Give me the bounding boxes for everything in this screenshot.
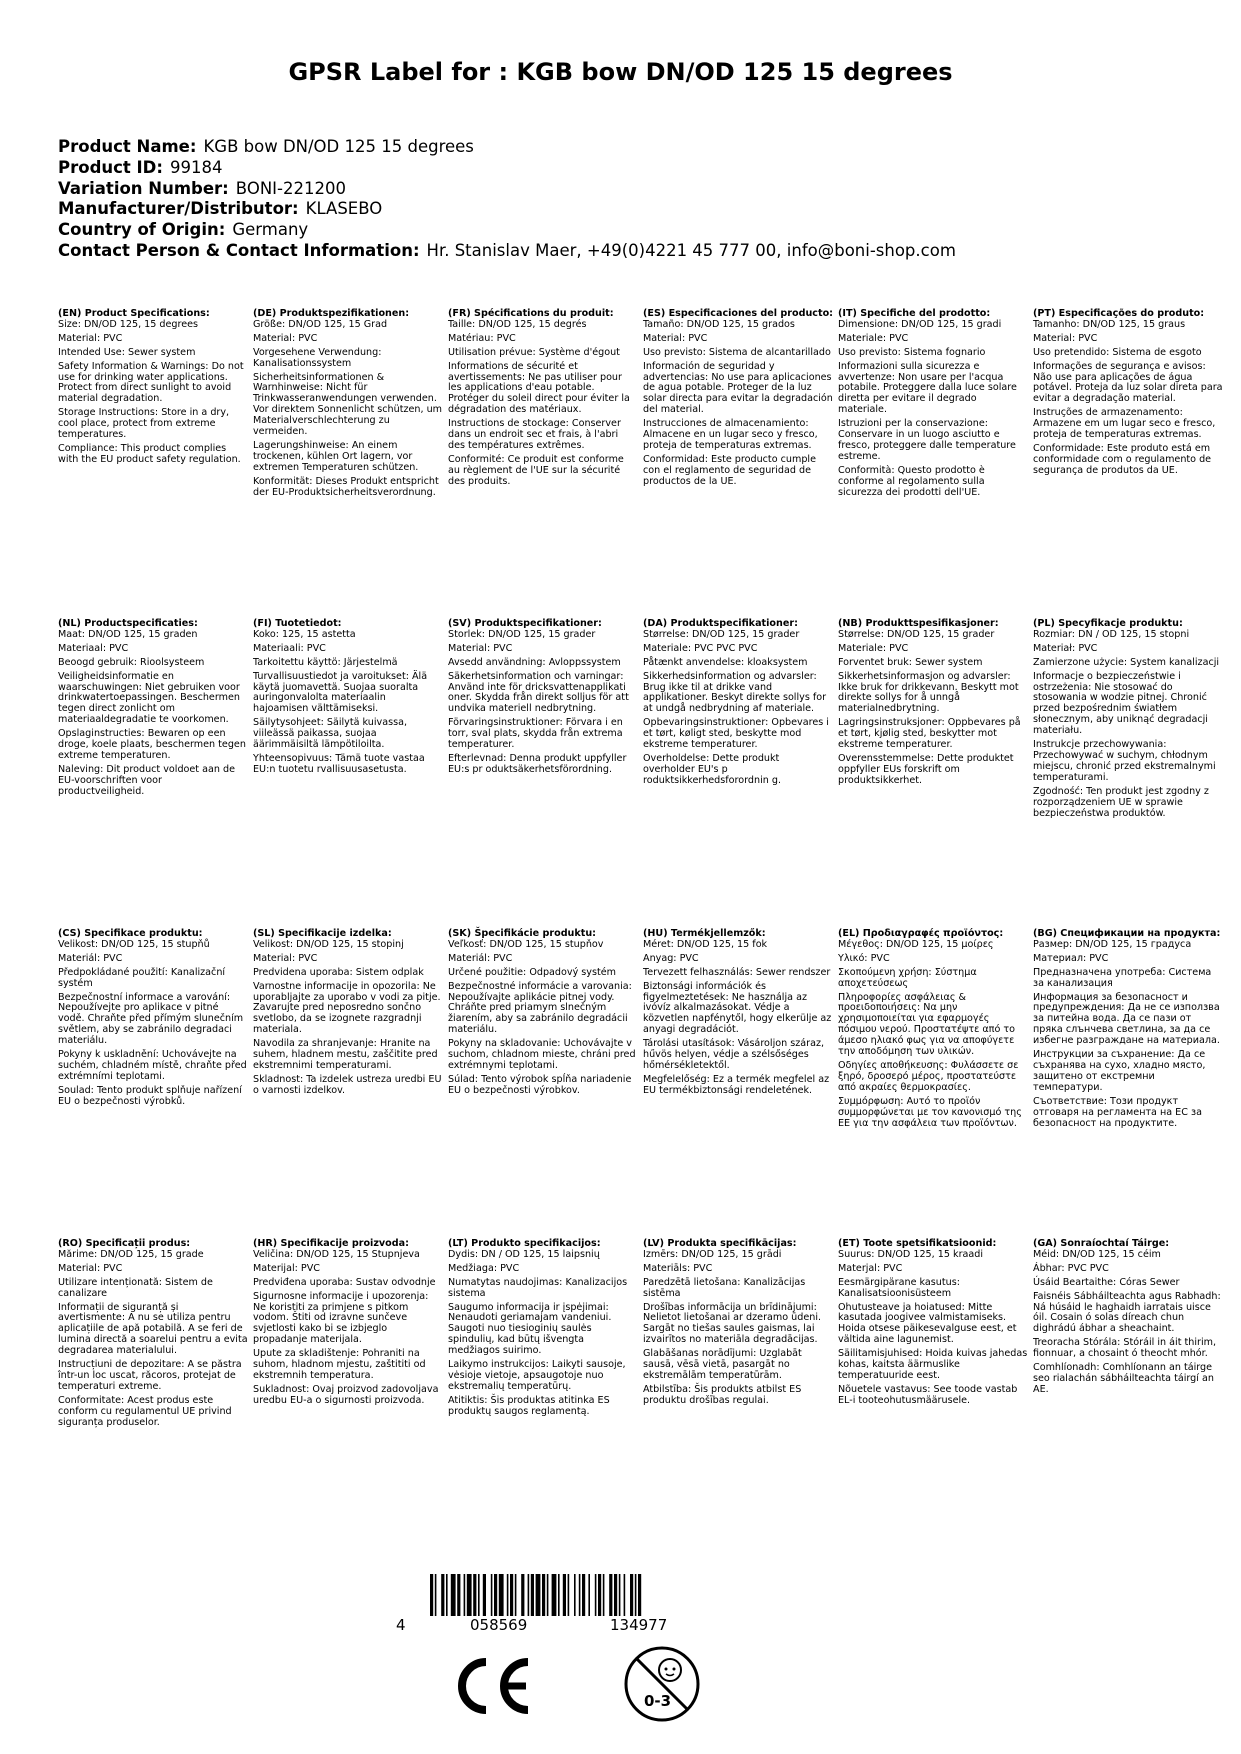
spec-line: Atitiktis: Šis produktas atitinka ES produktų saugos reglamentą.	[448, 1394, 610, 1417]
barcode-bar	[579, 1574, 581, 1616]
spec-line: Maat: DN/OD 125, 15 graden	[58, 628, 198, 640]
spec-line: Eesmärgipärane kasutus: Kanalisatsioonisüsteem	[838, 1276, 960, 1299]
spec-line: Uso previsto: Sistema de alcantarillado	[643, 346, 831, 358]
barcode-bar	[547, 1574, 549, 1616]
spec-line: Utilizare intenționată: Sistem de canalizare	[58, 1276, 213, 1299]
barcode-bar	[595, 1574, 597, 1616]
spec-block	[58, 309, 248, 469]
spec-heading: (SK) Špecifikácie produktu:	[448, 928, 597, 939]
spec-line: Инструкции за съхранение: Да се съхранява на сухо, хладно място, защитено от екстремни температури.	[1033, 1049, 1206, 1093]
spec-line: Efterlevnad: Denna produkt uppfyller EU:s pr oduktsäkerhetsförordning.	[448, 752, 627, 775]
spec-line: Zgodność: Ten produkt jest zgodny z rozporządzeniem UE w sprawie bezpieczeństwa produktów.	[1033, 785, 1209, 819]
spec-line: Vorgesehene Verwendung: Kanalisationssystem	[253, 346, 382, 369]
barcode-digits	[396, 1616, 740, 1636]
spec-line: Varnostne informacije in opozorila: Ne uporabljajte za uporabo v vodi za pitje. Zavarujte pred neposredno sončno svetlobo, da se izognete razgradnji materiala.	[253, 980, 441, 1036]
barcode-bar	[574, 1574, 576, 1616]
spec-line: Conformidad: Este producto cumple con el reglamento de seguridad de productos de la UE.	[643, 453, 816, 487]
spec-line: Úsáid Beartaithe: Córas Sewer	[1033, 1276, 1180, 1288]
spec-line: Πληροφορίες ασφάλειας & προειδοποιήσεις: Να μην χρησιμοποιείται για εφαρμογές πόσιμου νερού. Προστατέψτε από το άμεσο ηλιακό φως για να αποφύγετε την αποδόμηση των υλικών.	[838, 991, 1016, 1058]
spec-block	[58, 619, 248, 801]
spec-line: Bezpečnostné informácie a varovania: Nepoužívajte aplikácie pitnej vody. Chráňte pred priamym slnečným žiarením, aby sa zabránilo degradácii materiálu.	[448, 980, 632, 1036]
spec-block	[1033, 929, 1223, 1132]
spec-block	[58, 929, 248, 1111]
spec-line: Информация за безопасност и предупреждения: Да не се използва за питейна вода. Да се пази от пряка слънчева светлина, за да се избегне разграждане на материала.	[1033, 991, 1220, 1047]
spec-line: Súlad: Tento výrobok spĺňa nariadenie EU o bezpečnosti výrobkov.	[448, 1073, 632, 1096]
spec-line: Avsedd användning: Avloppssystem	[448, 656, 621, 668]
barcode-bar	[528, 1574, 530, 1616]
spec-line: Numatytas naudojimas: Kanalizacijos sistema	[448, 1276, 628, 1299]
barcode-bar	[603, 1574, 605, 1616]
spec-block	[643, 1239, 833, 1410]
spec-line: Información de seguridad y advertencias: No use para aplicaciones de agua potable. Proteger de la luz solar directa para evitar la degradación del material.	[643, 360, 833, 416]
spec-heading: (LV) Produkta specifikācijas:	[643, 1238, 797, 1249]
spec-block	[253, 929, 443, 1100]
spec-line: Materiale: PVC	[838, 332, 909, 344]
spec-line: Storage Instructions: Store in a dry, cool place, protect from extreme temperatures.	[58, 407, 230, 441]
spec-line: Zamierzone użycie: System kanalizacji	[1033, 656, 1220, 668]
spec-line: Pokyny na skladovanie: Uchovávajte v suchom, chladnom mieste, chráni pred extrémnymi teplotami.	[448, 1038, 636, 1071]
spec-line: Conformité: Ce produit est conforme au règlement de l'UE sur la sécurité des produits.	[448, 453, 624, 487]
barcode-bar	[441, 1574, 444, 1616]
spec-heading: (GA) Sonraíochtaí Táirge:	[1033, 1238, 1170, 1249]
info-label: Product ID:	[58, 157, 163, 177]
spec-heading: (SL) Specifikacije izdelka:	[253, 928, 392, 939]
spec-line: Méid: DN/OD 125, 15 céim	[1033, 1248, 1161, 1260]
spec-line: Taille: DN/OD 125, 15 degrés	[448, 318, 587, 330]
info-label: Contact Person & Contact Information:	[58, 240, 420, 260]
spec-line: Saugumo informacija ir įspėjimai: Nenaudoti geriamajam vandeniui. Saugoti nuo tiesioginių saulės spindulių, kad būtų išvengta medžiagos suirimo.	[448, 1301, 612, 1357]
spec-line: Instructions de stockage: Conserver dans un endroit sec et frais, à l'abri des températures extrêmes.	[448, 418, 621, 451]
spec-line: Materiaali: PVC	[253, 642, 326, 654]
spec-line: Påtænkt anvendelse: kloaksystem	[643, 656, 808, 668]
barcode-bar	[467, 1574, 472, 1616]
barcode-digit-lead: 4	[396, 1616, 406, 1634]
spec-heading: (EL) Προδιαγραφές προϊόντος:	[838, 928, 1004, 939]
spec-line: Sicherheitsinformationen & Warnhinweise: Nicht für Trinkwasseranwendungen verwenden. Vor direktem Sonnenlicht schützen, um Materialverschlechterung zu vermeiden.	[253, 371, 443, 438]
spec-heading: (NL) Productspecificaties:	[58, 618, 198, 629]
spec-line: Размер: DN/OD 125, 15 градуса	[1033, 938, 1192, 950]
spec-line: Storlek: DN/OD 125, 15 grader	[448, 628, 596, 640]
spec-block	[838, 1239, 1028, 1410]
info-label: Product Name:	[58, 137, 197, 156]
spec-line: Anyag: PVC	[643, 952, 699, 964]
spec-heading: (DE) Produktspezifikationen:	[253, 308, 410, 319]
barcode-bar	[624, 1574, 626, 1616]
spec-line: Overensstemmelse: Dette produktet oppfyller EUs forskrift om produktsikkerhet.	[838, 752, 1014, 786]
barcode-bar	[614, 1574, 617, 1616]
spec-line: Turvallisuustiedot ja varoitukset: Älä käytä juomavettä. Suojaa suoralta auringonvalolta materiaalin hajoamisen välttämiseksi.	[253, 670, 428, 715]
spec-line: Opslaginstructies: Bewaren op een droge, koele plaats, beschermen tegen extreme temperaturen.	[58, 728, 246, 761]
barcode-bar	[619, 1574, 621, 1616]
spec-line: Glabāšanas norādījumi: Uzglabāt sausā, vēsā vietā, pasargāt no ekstremālām temperatūrām.	[643, 1348, 802, 1381]
barcode-bar	[635, 1574, 637, 1616]
barcode-bar	[568, 1574, 570, 1616]
barcode-digits-right: 134977	[610, 1616, 668, 1634]
spec-line: Informații de siguranță și avertismente: A nu se utiliza pentru aplicațiile de apă potabilă. A se feri de lumina directă a soarelui pentru a evita degradarea materialului.	[58, 1301, 248, 1357]
spec-heading: (HU) Termékjellemzők:	[643, 928, 766, 939]
barcode-bar	[630, 1574, 633, 1616]
spec-line: Instrucțiuni de depozitare: A se păstra într-un loc uscat, răcoros, protejat de temperaturi extreme.	[58, 1359, 242, 1392]
spec-heading: (RO) Specificații produs:	[58, 1238, 191, 1249]
spec-line: Určené použitie: Odpadový systém	[448, 966, 616, 978]
spec-line: Ábhar: PVC PVC	[1033, 1262, 1109, 1274]
spec-line: Dydis: DN / OD 125, 15 laipsnių	[448, 1248, 600, 1260]
info-row	[58, 179, 956, 200]
spec-line: Informations de sécurité et avertissements: Ne pas utiliser pour les applications d'eau potable. Protéger du soleil direct pour éviter la dégradation des matériaux.	[448, 360, 630, 416]
info-label: Country of Origin:	[58, 220, 226, 240]
spec-block	[253, 309, 443, 502]
spec-line: Informações de segurança e avisos: Não use para aplicações de água potável. Proteja da luz solar direta para evitar a degradação material.	[1033, 360, 1223, 405]
spec-line: Materiál: PVC	[448, 952, 513, 964]
spec-line: Materiaal: PVC	[58, 642, 129, 654]
spec-heading: (FR) Spécifications du produit:	[448, 308, 614, 319]
spec-line: Safety Information & Warnings: Do not use for drinking water applications. Protect from direct sunlight to avoid material degradation.	[58, 360, 244, 405]
spec-line: Matériau: PVC	[448, 332, 516, 344]
info-row	[58, 199, 956, 220]
spec-line: Drošības informācija un brīdinājumi: Nelietot lietošanai ar dzeramo ūdeni. Sargāt no tiešas saules gaismas, lai izvairītos no materiāla degradācijas.	[643, 1301, 822, 1346]
spec-line: Materiał: PVC	[1033, 642, 1098, 654]
spec-line: Nõuetele vastavus: See toode vastab EL-i tooteohutusmäärusele.	[838, 1383, 1018, 1406]
spec-heading: (CS) Specifikace produktu:	[58, 928, 203, 939]
spec-line: Conformidade: Este produto está em conformidade com o regulamento de segurança de produtos da UE.	[1033, 442, 1212, 476]
spec-line: Materiál: PVC	[58, 952, 123, 964]
spec-block	[838, 619, 1028, 790]
spec-line: Material: PVC	[448, 642, 513, 654]
barcode-bar	[510, 1574, 513, 1616]
spec-heading: (ES) Especificaciones del producto:	[643, 308, 834, 319]
spec-line: Materiāls: PVC	[643, 1262, 713, 1274]
info-row	[58, 158, 956, 179]
age-warning-icon	[622, 1644, 702, 1724]
spec-line: Upute za skladištenje: Pohraniti na suhom, hladnom mjestu, zaštititi od ekstremnih temperatura.	[253, 1348, 426, 1381]
spec-heading: (ET) Toote spetsifikatsioonid:	[838, 1238, 997, 1249]
spec-line: Medžiaga: PVC	[448, 1262, 520, 1274]
spec-heading: (LT) Produkto specifikacijos:	[448, 1238, 601, 1249]
barcode-bar	[609, 1574, 612, 1616]
spec-line: Intended Use: Sewer system	[58, 346, 196, 358]
spec-line: Pokyny k uskladnění: Uchovávejte na suchém, chladném místě, chraňte před extrémními teplotami.	[58, 1049, 247, 1082]
spec-line: Lagringsinstruksjoner: Oppbevares på et tørt, kjølig sted, beskytter mot ekstreme temperaturer.	[838, 717, 1021, 751]
spec-block	[253, 1239, 443, 1410]
spec-line: Størrelse: DN/OD 125, 15 grader	[838, 628, 995, 640]
spec-line: Size: DN/OD 125, 15 degrees	[58, 318, 199, 330]
spec-block	[448, 619, 638, 779]
spec-line: Utilisation prévue: Système d'égout	[448, 346, 620, 358]
barcode-bar	[499, 1574, 504, 1616]
barcode-bar	[473, 1574, 476, 1616]
spec-block	[58, 1239, 248, 1432]
info-value: KLASEBO	[305, 199, 383, 219]
spec-line: Méret: DN/OD 125, 15 fok	[643, 938, 768, 950]
spec-block	[643, 309, 833, 491]
spec-line: Compliance: This product complies with the EU product safety regulation.	[58, 442, 241, 465]
spec-block	[838, 929, 1028, 1132]
spec-line: Naleving: Dit product voldoet aan de EU-voorschriften voor productveiligheid.	[58, 763, 235, 797]
spec-line: Beoogd gebruik: Rioolsysteem	[58, 656, 205, 668]
spec-line: Dimensione: DN/OD 125, 15 gradi	[838, 318, 1002, 330]
barcode-bar	[542, 1574, 545, 1616]
spec-line: Συμμόρφωση: Αυτό το προϊόν συμμορφώνεται με τον κανονισμό της ΕΕ για την ασφάλεια των προϊόντων.	[838, 1095, 1022, 1129]
spec-line: Sukladnost: Ovaj proizvod zadovoljava uredbu EU-a o sigurnosti proizvoda.	[253, 1383, 439, 1406]
spec-line: Material: PVC	[643, 332, 708, 344]
barcode-bar	[558, 1574, 560, 1616]
spec-line: Comhlíonadh: Comhlíonann an táirge seo rialachán sábháilteachta táirgí an AE.	[1033, 1362, 1214, 1395]
barcode-bar	[531, 1574, 534, 1616]
spec-block	[838, 309, 1028, 502]
spec-block	[643, 929, 833, 1100]
spec-line: Forventet bruk: Sewer system	[838, 656, 983, 668]
barcode-bar	[515, 1574, 517, 1616]
spec-block	[253, 619, 443, 779]
spec-block	[643, 619, 833, 790]
spec-block	[1033, 619, 1223, 822]
spec-line: Instrucciones de almacenamiento: Almacene en un lugar seco y fresco, proteja de temperaturas extremas.	[643, 418, 818, 451]
barcode-bar	[507, 1574, 509, 1616]
spec-line: Material: PVC	[1033, 332, 1098, 344]
spec-line: Material: PVC	[58, 332, 123, 344]
spec-line: Материал: PVC	[1033, 952, 1109, 964]
spec-line: Größe: DN/OD 125, 15 Grad	[253, 318, 388, 330]
barcode-bar	[582, 1574, 585, 1616]
spec-line: Soulad: Tento produkt splňuje nařízení EU o bezpečnosti výrobků.	[58, 1084, 242, 1107]
spec-line: Οδηγίες αποθήκευσης: Φυλάσσετε σε ξηρό, δροσερό μέρος, προστατεύστε από ακραίες θερμοκρασίες.	[838, 1059, 1019, 1093]
info-value: KGB bow DN/OD 125 15 degrees	[203, 137, 474, 156]
barcode-bar	[638, 1574, 641, 1616]
spec-line: Säkerhetsinformation och varningar: Använd inte för dricksvattenapplikati oner. Skydda från direkt solljus för att undvika materiell nedbrytning.	[448, 670, 629, 715]
spec-block	[448, 929, 638, 1100]
spec-line: Tervezett felhasználás: Sewer rendszer	[643, 966, 831, 978]
spec-line: Conformità: Questo prodotto è conforme al regolamento sulla sicurezza dei prodotti dell'UE.	[838, 464, 985, 498]
spec-line: Overholdelse: Dette produkt overholder EU's p roduktsikkerhedsforordnin g.	[643, 752, 782, 786]
ce-mark-icon	[450, 1656, 534, 1716]
spec-line: Opbevaringsinstruktioner: Opbevares i et tørt, køligt sted, beskytte mod ekstreme temperaturer.	[643, 717, 829, 751]
info-row	[58, 220, 956, 241]
spec-line: Laikymo instrukcijos: Laikyti sausoje, vėsioje vietoje, apsaugotoje nuo ekstremalių temperatūrų.	[448, 1359, 626, 1392]
spec-line: Предназначена употреба: Система за канализация	[1033, 966, 1212, 989]
spec-block	[448, 309, 638, 491]
spec-line: Atbilstība: Šis produkts atbilst ES produktu drošības regulai.	[643, 1383, 802, 1406]
spec-line: Koko: 125, 15 astetta	[253, 628, 356, 640]
spec-heading: (NB) Produkttspesifikasjoner:	[838, 618, 999, 629]
spec-line: Sikkerhedsinformation og advarsler: Brug ikke til at drikke vand applikationer. Beskyt direkte sollys for at undgå nedbrydning af materiale.	[643, 670, 827, 715]
spec-line: Veličina: DN/OD 125, 15 Stupnjeva	[253, 1248, 420, 1260]
spec-line: Υλικό: PVC	[838, 952, 890, 964]
barcode-bar	[446, 1574, 448, 1616]
spec-line: Skladnost: Ta izdelek ustreza uredbi EU o varnosti izdelkov.	[253, 1073, 442, 1096]
spec-line: Mărime: DN/OD 125, 15 grade	[58, 1248, 204, 1260]
spec-line: Sigurnosne informacije i upozorenja: Ne koristiti za primjene s pitkom vodom. Štiti od izravne sunčeve svjetlosti kako bi se izbjeglo propadanje materijala.	[253, 1290, 429, 1346]
barcode-bar	[430, 1574, 433, 1616]
spec-line: Material: PVC	[253, 952, 318, 964]
barcode-bar	[491, 1574, 493, 1616]
spec-heading: (EN) Product Specifications:	[58, 308, 210, 319]
spec-line: Biztonsági információk és figyelmeztetések: Ne használja az ivóvíz alkalmazásokat. Védje a közvetlen napfénytől, hogy elkerülje az anyagi degradációt.	[643, 980, 832, 1036]
barcode-bar	[536, 1574, 541, 1616]
spec-line: Treoracha Stórála: Stóráil in áit thirim, fionnuar, a chosaint ó theocht mhór.	[1033, 1337, 1217, 1360]
page-title: GPSR Label for : KGB bow DN/OD 125 15 degrees	[288, 58, 953, 86]
barcode-bar	[451, 1574, 456, 1616]
spec-line: Conformitate: Acest produs este conform cu regulamentul UE privind siguranța produselor.	[58, 1394, 232, 1428]
spec-line: Faisnéis Sábháilteachta agus Rabhadh: Ná húsáid le haghaidh iarratais uisce óil. Cosain ó solas díreach chun dighrádú ábhar a sheachaint.	[1033, 1290, 1221, 1335]
age-label: 0-3	[644, 1692, 672, 1710]
spec-line: Μέγεθος: DN/OD 125, 15 μοίρες	[838, 938, 994, 950]
spec-line: Izmērs: DN/OD 125, 15 grādi	[643, 1248, 782, 1260]
spec-line: Uso previsto: Sistema fognario	[838, 346, 986, 358]
spec-line: Tamaño: DN/OD 125, 15 grados	[643, 318, 795, 330]
spec-line: Σκοπούμενη χρήση: Σύστημα αποχετεύσεως	[838, 966, 977, 989]
barcode-bar	[435, 1574, 437, 1616]
spec-block	[1033, 309, 1223, 480]
spec-line: Materiale: PVC PVC PVC	[643, 642, 758, 654]
spec-line: Istruzioni per la conservazione: Conservare in un luogo asciutto e fresco, proteggere dalle temperature estreme.	[838, 418, 1016, 462]
spec-line: Konformität: Dieses Produkt entspricht der EU-Produktsicherheitsverordnung.	[253, 475, 439, 498]
product-info	[58, 137, 956, 262]
spec-line: Rozmiar: DN / OD 125, 15 stopni	[1033, 628, 1190, 640]
barcode-bar	[457, 1574, 460, 1616]
spec-line: Informacje o bezpieczeństwie i ostrzeżenia: Nie stosować do stosowania w wodzie pitnej. Chronić przed bezpośrednim światłem słonecznym, aby uniknąć degradacji materiału.	[1033, 670, 1208, 737]
info-value: BONI-221200	[235, 178, 346, 198]
spec-line: Säilitamisjuhised: Hoida kuivas jahedas kohas, kaitsta äärmuslike temperatuuride eest.	[838, 1348, 1028, 1381]
info-row	[58, 137, 956, 158]
spec-heading: (SV) Produktspecifikationer:	[448, 618, 602, 629]
spec-heading: (HR) Specifikacije proizvoda:	[253, 1238, 409, 1249]
info-value: 99184	[169, 157, 223, 177]
info-label: Manufacturer/Distributor:	[58, 199, 299, 219]
spec-line: Säilytysohjeet: Säilytä kuivassa, viileässä paikassa, suojaa äärimmäisiltä lämpötiloilta.	[253, 717, 408, 751]
barcode-bar	[478, 1574, 480, 1616]
barcode	[430, 1574, 740, 1616]
spec-line: Navodila za shranjevanje: Hranite na suhem, hladnem mestu, zaščitite pred ekstremnimi temperaturami.	[253, 1038, 438, 1071]
barcode-bar	[563, 1574, 566, 1616]
barcode-bar	[464, 1574, 466, 1616]
spec-line: Paredzētā lietošana: Kanalizācijas sistēma	[643, 1276, 806, 1299]
barcode-bar	[598, 1574, 601, 1616]
spec-line: Sikkerhetsinformasjon og advarsler: Ikke bruk for drikkevann. Beskytt mot direkte sollys for å unngå materialnedbrytning.	[838, 670, 1019, 715]
spec-line: Tamanho: DN/OD 125, 15 graus	[1033, 318, 1186, 330]
barcode-bar	[588, 1574, 590, 1616]
spec-block	[448, 1239, 638, 1421]
barcode-bar	[552, 1574, 557, 1616]
spec-line: Predvidena uporaba: Sistem odplak	[253, 966, 424, 978]
barcode-bar	[494, 1574, 497, 1616]
spec-heading: (PL) Specyfikacje produktu:	[1033, 618, 1183, 629]
spec-line: Tarkoitettu käyttö: Järjestelmä	[253, 656, 398, 668]
spec-line: Megfelelőség: Ez a termék megfelel az EU termékbiztonsági rendeletének.	[643, 1073, 830, 1096]
spec-line: Størrelse: DN/OD 125, 15 grader	[643, 628, 800, 640]
spec-line: Velikost: DN/OD 125, 15 stopinj	[253, 938, 404, 950]
info-value: Germany	[232, 220, 309, 240]
barcode-digits-left: 058569	[470, 1616, 528, 1634]
spec-line: Lagerungshinweise: An einem trockenen, kühlen Ort lagern, vor extremen Temperaturen schützen.	[253, 439, 419, 473]
spec-line: Съответствие: Този продукт отговаря на регламента на ЕС за безопасност на продуктите.	[1033, 1095, 1202, 1129]
info-label: Variation Number:	[58, 178, 229, 198]
spec-line: Velikost: DN/OD 125, 15 stupňů	[58, 938, 210, 950]
spec-line: Förvaringsinstruktioner: Förvara i en torr, sval plats, skydda från extrema temperaturer.	[448, 717, 623, 751]
spec-line: Uso pretendido: Sistema de esgoto	[1033, 346, 1202, 358]
spec-line: Materiale: PVC	[838, 642, 909, 654]
info-value: Hr. Stanislav Maer, +49(0)4221 45 777 00, info@boni-shop.com	[426, 240, 956, 260]
spec-line: Material: PVC	[58, 1262, 123, 1274]
spec-line: Instruções de armazenamento: Armazene em um lugar seco e fresco, proteja de temperaturas extremas.	[1033, 407, 1216, 441]
spec-line: Materijal: PVC	[253, 1262, 320, 1274]
spec-line: Suurus: DN/OD 125, 15 kraadi	[838, 1248, 984, 1260]
spec-heading: (FI) Tuotetiedot:	[253, 618, 342, 629]
spec-line: Předpokládané použití: Kanalizační systém	[58, 966, 226, 989]
spec-line: Bezpečnostní informace a varování: Nepoužívejte pro aplikace v pitné vodě. Chraňte před přímým slunečním světlem, aby se zabránilo degradaci materiálu.	[58, 991, 244, 1047]
spec-line: Tárolási utasítások: Vásároljon száraz, hűvös helyen, védje a szélsőséges hőmérsékletektől.	[643, 1038, 825, 1071]
spec-heading: (DA) Produktspecifikationer:	[643, 618, 798, 629]
spec-line: Predviđena uporaba: Sustav odvodnje	[253, 1276, 436, 1288]
barcode-bar	[483, 1574, 486, 1616]
barcode-bar	[521, 1574, 524, 1616]
spec-line: Material: PVC	[253, 332, 318, 344]
info-row	[58, 241, 956, 262]
spec-line: Veiligheidsinformatie en waarschuwingen: Niet gebruiken voor drinkwatertoepassingen. Beschermen tegen direct zonlicht om materiaaldegradatie te voorkomen.	[58, 670, 240, 726]
spec-heading: (IT) Specifiche del prodotto:	[838, 308, 991, 319]
spec-line: Instrukcje przechowywania: Przechowywać w suchym, chłodnym miejscu, chronić przed ekstremalnymi temperaturami.	[1033, 739, 1216, 783]
spec-line: Informazioni sulla sicurezza e avvertenze: Non usare per l'acqua potabile. Proteggere dalla luce solare diretta per evitare il degrado materiale.	[838, 360, 1017, 416]
spec-heading: (BG) Спецификации на продукта:	[1033, 928, 1221, 939]
spec-line: Yhteensopivuus: Tämä tuote vastaa EU:n tuotetu rvallisuusasetusta.	[253, 752, 425, 775]
spec-line: Materjal: PVC	[838, 1262, 903, 1274]
spec-line: Ohutusteave ja hoiatused: Mitte kasutada joogivee valmistamiseks. Hoida otsese päikesevalguse eest, et vältida aine lagunemist.	[838, 1301, 1017, 1346]
spec-block	[1033, 1239, 1223, 1399]
spec-line: Veľkosť: DN/OD 125, 15 stupňov	[448, 938, 604, 950]
spec-heading: (PT) Especificações do produto:	[1033, 308, 1205, 319]
